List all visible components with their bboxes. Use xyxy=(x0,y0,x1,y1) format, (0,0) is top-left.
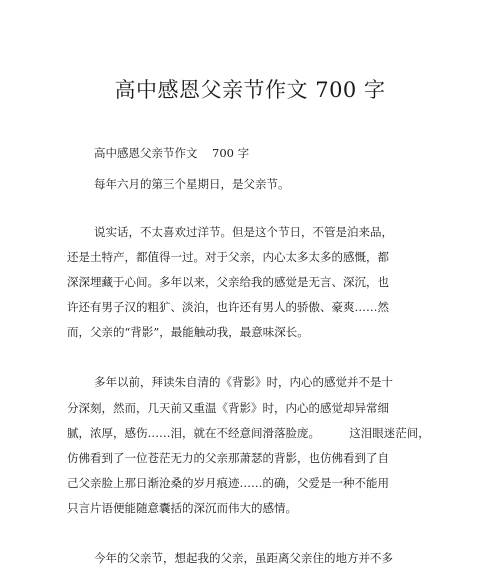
paragraph-line: 只言片语便能随意囊括的深沉而伟大的感情。 xyxy=(67,501,297,515)
paragraph-line: 分深刻，然而，几天前又重温《背影》时，内心的感觉却异常细 xyxy=(67,401,389,415)
paragraph-line: 今年的父亲节，想起我的父亲，虽距离父亲住的地方并不多 xyxy=(94,551,393,565)
paragraph-line: 而，父亲的“背影”，最能触动我，最意味深长。 xyxy=(67,325,309,339)
paragraph-line: 深深埋藏于心间。多年以来，父亲给我的感觉是无言、深沉，也 xyxy=(67,275,389,289)
paragraph-line: 仿佛看到了一位苍茫无力的父亲那萧瑟的背影，也仿佛看到了自 xyxy=(67,451,389,465)
paragraph-line: 许还有男子汉的粗犷、淡泊，也许还有男人的骄傲、豪爽……然 xyxy=(67,300,389,314)
paragraph-line: 腻，浓厚，感伤……泪，就在不经意间滑落脸庞。 这泪眼迷茫间， xyxy=(67,426,430,440)
paragraph-line: 每年六月的第三个星期日，是父亲节。 xyxy=(94,177,290,191)
subtitle-word-count: 700 字 xyxy=(212,146,250,160)
subtitle-text: 高中感恩父亲节作文 xyxy=(94,146,198,160)
paragraph-line: 己父亲脸上那日渐沧桑的岁月痕迹……的确，父爱是一种不能用 xyxy=(67,476,389,490)
paragraph-line: 还是土特产，都值得一过。对于父亲，内心太多太多的感慨，都 xyxy=(67,250,389,264)
paragraph-line: 说实话，不太喜欢过洋节。但是这个节日，不管是泊来品， xyxy=(94,225,393,239)
document-title: 高中感恩父亲节作文 700 字 xyxy=(114,78,386,102)
paragraph-line: 多年以前，拜读朱自清的《背影》时，内心的感觉并不是十 xyxy=(94,375,393,389)
